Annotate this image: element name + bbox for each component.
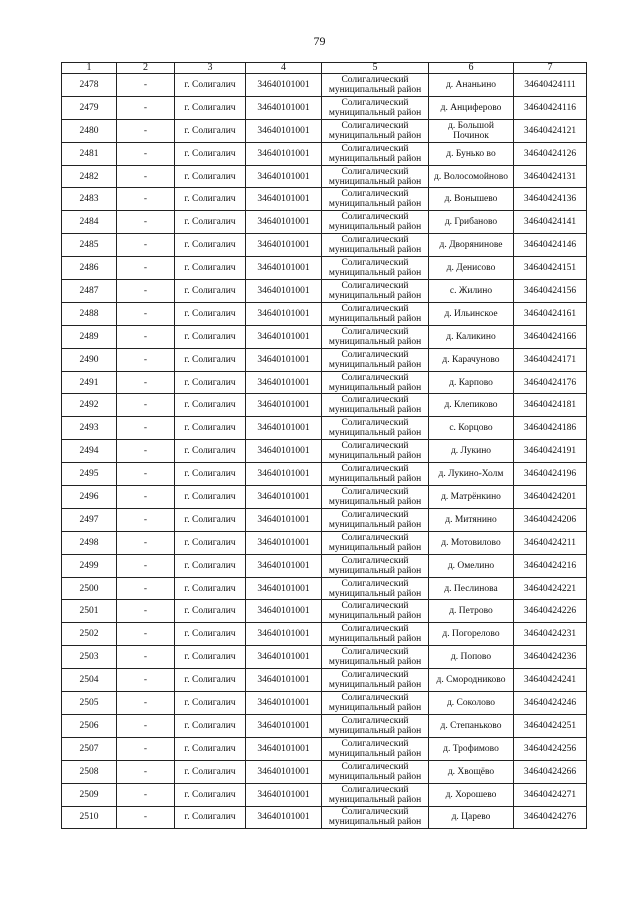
registry-table bbox=[61, 62, 587, 829]
cell-locality: д. Клепиково bbox=[429, 394, 514, 417]
cell-city: г. Солигалич bbox=[175, 531, 246, 554]
cell-col2: - bbox=[117, 96, 175, 119]
cell-locality: д. Царево bbox=[429, 806, 514, 829]
cell-number: 2493 bbox=[62, 417, 117, 440]
cell-number: 2506 bbox=[62, 714, 117, 737]
cell-city-code: 34640101001 bbox=[246, 783, 322, 806]
cell-col2: - bbox=[117, 417, 175, 440]
column-header: 7 bbox=[514, 63, 587, 74]
table-row bbox=[62, 531, 587, 554]
cell-col2: - bbox=[117, 119, 175, 142]
cell-district: Солигалический муниципальный район bbox=[322, 280, 429, 303]
cell-city: г. Солигалич bbox=[175, 577, 246, 600]
cell-col2: - bbox=[117, 646, 175, 669]
cell-col2: - bbox=[117, 806, 175, 829]
cell-col2: - bbox=[117, 257, 175, 280]
cell-number: 2480 bbox=[62, 119, 117, 142]
cell-number: 2496 bbox=[62, 486, 117, 509]
cell-locality-code: 34640424136 bbox=[514, 188, 587, 211]
cell-locality-code: 34640424226 bbox=[514, 600, 587, 623]
cell-locality: с. Корцово bbox=[429, 417, 514, 440]
cell-district: Солигалический муниципальный район bbox=[322, 554, 429, 577]
cell-district: Солигалический муниципальный район bbox=[322, 508, 429, 531]
cell-col2: - bbox=[117, 234, 175, 257]
table-row bbox=[62, 257, 587, 280]
cell-locality-code: 34640424216 bbox=[514, 554, 587, 577]
cell-district: Солигалический муниципальный район bbox=[322, 394, 429, 417]
cell-number: 2508 bbox=[62, 760, 117, 783]
cell-city-code: 34640101001 bbox=[246, 280, 322, 303]
cell-city-code: 34640101001 bbox=[246, 440, 322, 463]
cell-locality: д. Мотовилово bbox=[429, 531, 514, 554]
cell-col2: - bbox=[117, 714, 175, 737]
table-row bbox=[62, 211, 587, 234]
cell-district: Солигалический муниципальный район bbox=[322, 600, 429, 623]
cell-city: г. Солигалич bbox=[175, 394, 246, 417]
table-row bbox=[62, 165, 587, 188]
cell-locality: д. Митянино bbox=[429, 508, 514, 531]
column-header: 4 bbox=[246, 63, 322, 74]
cell-city: г. Солигалич bbox=[175, 257, 246, 280]
cell-district: Солигалический муниципальный район bbox=[322, 325, 429, 348]
cell-locality: с. Жилино bbox=[429, 280, 514, 303]
cell-locality-code: 34640424236 bbox=[514, 646, 587, 669]
cell-number: 2483 bbox=[62, 188, 117, 211]
column-header: 2 bbox=[117, 63, 175, 74]
cell-locality-code: 34640424126 bbox=[514, 142, 587, 165]
cell-city-code: 34640101001 bbox=[246, 302, 322, 325]
cell-city-code: 34640101001 bbox=[246, 508, 322, 531]
cell-city: г. Солигалич bbox=[175, 165, 246, 188]
column-header: 6 bbox=[429, 63, 514, 74]
cell-city: г. Солигалич bbox=[175, 211, 246, 234]
cell-city: г. Солигалич bbox=[175, 142, 246, 165]
cell-district: Солигалический муниципальный район bbox=[322, 119, 429, 142]
cell-city-code: 34640101001 bbox=[246, 119, 322, 142]
cell-locality-code: 34640424186 bbox=[514, 417, 587, 440]
table-row bbox=[62, 806, 587, 829]
cell-locality: д. Смородниково bbox=[429, 669, 514, 692]
cell-city-code: 34640101001 bbox=[246, 623, 322, 646]
cell-locality: д. Хвощёво bbox=[429, 760, 514, 783]
cell-city-code: 34640101001 bbox=[246, 463, 322, 486]
cell-city-code: 34640101001 bbox=[246, 96, 322, 119]
cell-city: г. Солигалич bbox=[175, 554, 246, 577]
cell-locality-code: 34640424206 bbox=[514, 508, 587, 531]
cell-number: 2503 bbox=[62, 646, 117, 669]
cell-col2: - bbox=[117, 165, 175, 188]
cell-col2: - bbox=[117, 737, 175, 760]
cell-locality: д. Трофимово bbox=[429, 737, 514, 760]
cell-col2: - bbox=[117, 302, 175, 325]
table-row bbox=[62, 600, 587, 623]
cell-district: Солигалический муниципальный район bbox=[322, 211, 429, 234]
cell-locality-code: 34640424276 bbox=[514, 806, 587, 829]
cell-city-code: 34640101001 bbox=[246, 577, 322, 600]
cell-number: 2497 bbox=[62, 508, 117, 531]
cell-district: Солигалический муниципальный район bbox=[322, 142, 429, 165]
cell-number: 2505 bbox=[62, 692, 117, 715]
cell-city: г. Солигалич bbox=[175, 714, 246, 737]
cell-city-code: 34640101001 bbox=[246, 257, 322, 280]
table-row bbox=[62, 348, 587, 371]
table-row bbox=[62, 96, 587, 119]
cell-city-code: 34640101001 bbox=[246, 646, 322, 669]
cell-locality-code: 34640424256 bbox=[514, 737, 587, 760]
cell-locality-code: 34640424211 bbox=[514, 531, 587, 554]
cell-locality-code: 34640424266 bbox=[514, 760, 587, 783]
cell-locality: д. Петрово bbox=[429, 600, 514, 623]
cell-locality-code: 34640424146 bbox=[514, 234, 587, 257]
cell-col2: - bbox=[117, 463, 175, 486]
cell-col2: - bbox=[117, 142, 175, 165]
cell-city-code: 34640101001 bbox=[246, 531, 322, 554]
cell-locality: д. Матрёнкино bbox=[429, 486, 514, 509]
cell-district: Солигалический муниципальный район bbox=[322, 760, 429, 783]
table-row bbox=[62, 463, 587, 486]
cell-col2: - bbox=[117, 325, 175, 348]
cell-locality: д. Соколово bbox=[429, 692, 514, 715]
cell-col2: - bbox=[117, 531, 175, 554]
cell-number: 2490 bbox=[62, 348, 117, 371]
cell-city-code: 34640101001 bbox=[246, 806, 322, 829]
cell-city: г. Солигалич bbox=[175, 325, 246, 348]
table-row bbox=[62, 119, 587, 142]
cell-locality: д. Каликино bbox=[429, 325, 514, 348]
cell-city-code: 34640101001 bbox=[246, 348, 322, 371]
cell-city: г. Солигалич bbox=[175, 74, 246, 97]
cell-city: г. Солигалич bbox=[175, 188, 246, 211]
cell-number: 2487 bbox=[62, 280, 117, 303]
cell-city: г. Солигалич bbox=[175, 417, 246, 440]
cell-district: Солигалический муниципальный район bbox=[322, 234, 429, 257]
cell-locality: д. Карпово bbox=[429, 371, 514, 394]
cell-number: 2479 bbox=[62, 96, 117, 119]
cell-city-code: 34640101001 bbox=[246, 417, 322, 440]
cell-district: Солигалический муниципальный район bbox=[322, 806, 429, 829]
cell-number: 2486 bbox=[62, 257, 117, 280]
cell-city: г. Солигалич bbox=[175, 692, 246, 715]
cell-number: 2494 bbox=[62, 440, 117, 463]
cell-district: Солигалический муниципальный район bbox=[322, 463, 429, 486]
cell-locality-code: 34640424191 bbox=[514, 440, 587, 463]
cell-city-code: 34640101001 bbox=[246, 714, 322, 737]
cell-district: Солигалический муниципальный район bbox=[322, 531, 429, 554]
table-row bbox=[62, 577, 587, 600]
cell-city-code: 34640101001 bbox=[246, 737, 322, 760]
table-row bbox=[62, 669, 587, 692]
table-header bbox=[62, 63, 587, 74]
cell-district: Солигалический муниципальный район bbox=[322, 669, 429, 692]
cell-city: г. Солигалич bbox=[175, 783, 246, 806]
cell-locality: д. Лукино-Холм bbox=[429, 463, 514, 486]
cell-city-code: 34640101001 bbox=[246, 74, 322, 97]
cell-locality-code: 34640424141 bbox=[514, 211, 587, 234]
cell-locality: д. Бунько во bbox=[429, 142, 514, 165]
cell-col2: - bbox=[117, 600, 175, 623]
cell-locality-code: 34640424246 bbox=[514, 692, 587, 715]
cell-locality-code: 34640424161 bbox=[514, 302, 587, 325]
cell-col2: - bbox=[117, 760, 175, 783]
cell-locality-code: 34640424131 bbox=[514, 165, 587, 188]
cell-locality-code: 34640424221 bbox=[514, 577, 587, 600]
cell-city: г. Солигалич bbox=[175, 234, 246, 257]
cell-city: г. Солигалич bbox=[175, 600, 246, 623]
cell-locality: д. Волосомойново bbox=[429, 165, 514, 188]
cell-district: Солигалический муниципальный район bbox=[322, 302, 429, 325]
cell-number: 2489 bbox=[62, 325, 117, 348]
cell-locality-code: 34640424231 bbox=[514, 623, 587, 646]
cell-city: г. Солигалич bbox=[175, 371, 246, 394]
cell-col2: - bbox=[117, 280, 175, 303]
cell-city: г. Солигалич bbox=[175, 806, 246, 829]
cell-locality: д. Попово bbox=[429, 646, 514, 669]
cell-locality-code: 34640424166 bbox=[514, 325, 587, 348]
table-row bbox=[62, 646, 587, 669]
cell-city-code: 34640101001 bbox=[246, 142, 322, 165]
cell-locality: д. Анциферово bbox=[429, 96, 514, 119]
cell-district: Солигалический муниципальный район bbox=[322, 417, 429, 440]
cell-locality: д. Карачуново bbox=[429, 348, 514, 371]
cell-city-code: 34640101001 bbox=[246, 554, 322, 577]
cell-locality: д. Большой Починок bbox=[429, 119, 514, 142]
table-row bbox=[62, 508, 587, 531]
cell-city: г. Солигалич bbox=[175, 486, 246, 509]
cell-district: Солигалический муниципальный район bbox=[322, 714, 429, 737]
cell-col2: - bbox=[117, 440, 175, 463]
cell-city-code: 34640101001 bbox=[246, 692, 322, 715]
cell-number: 2495 bbox=[62, 463, 117, 486]
page-number: 79 bbox=[313, 34, 326, 48]
cell-district: Солигалический муниципальный район bbox=[322, 165, 429, 188]
cell-district: Солигалический муниципальный район bbox=[322, 783, 429, 806]
table-row bbox=[62, 74, 587, 97]
cell-city-code: 34640101001 bbox=[246, 669, 322, 692]
cell-district: Солигалический муниципальный район bbox=[322, 188, 429, 211]
cell-city: г. Солигалич bbox=[175, 508, 246, 531]
cell-col2: - bbox=[117, 348, 175, 371]
cell-district: Солигалический муниципальный район bbox=[322, 371, 429, 394]
cell-locality-code: 34640424201 bbox=[514, 486, 587, 509]
cell-city: г. Солигалич bbox=[175, 96, 246, 119]
cell-city: г. Солигалич bbox=[175, 737, 246, 760]
cell-city-code: 34640101001 bbox=[246, 760, 322, 783]
table-row bbox=[62, 714, 587, 737]
table-body bbox=[62, 74, 587, 829]
cell-city: г. Солигалич bbox=[175, 119, 246, 142]
cell-number: 2502 bbox=[62, 623, 117, 646]
cell-number: 2507 bbox=[62, 737, 117, 760]
cell-number: 2478 bbox=[62, 74, 117, 97]
cell-col2: - bbox=[117, 554, 175, 577]
table-row bbox=[62, 737, 587, 760]
cell-number: 2509 bbox=[62, 783, 117, 806]
cell-number: 2498 bbox=[62, 531, 117, 554]
cell-district: Солигалический муниципальный район bbox=[322, 486, 429, 509]
table-row bbox=[62, 325, 587, 348]
cell-number: 2504 bbox=[62, 669, 117, 692]
cell-number: 2500 bbox=[62, 577, 117, 600]
cell-locality-code: 34640424196 bbox=[514, 463, 587, 486]
cell-col2: - bbox=[117, 669, 175, 692]
cell-district: Солигалический муниципальный район bbox=[322, 577, 429, 600]
cell-district: Солигалический муниципальный район bbox=[322, 257, 429, 280]
cell-district: Солигалический муниципальный район bbox=[322, 623, 429, 646]
cell-locality-code: 34640424176 bbox=[514, 371, 587, 394]
cell-col2: - bbox=[117, 211, 175, 234]
cell-locality-code: 34640424271 bbox=[514, 783, 587, 806]
cell-col2: - bbox=[117, 692, 175, 715]
table-row bbox=[62, 486, 587, 509]
cell-number: 2510 bbox=[62, 806, 117, 829]
table-row bbox=[62, 188, 587, 211]
cell-city-code: 34640101001 bbox=[246, 486, 322, 509]
cell-locality-code: 34640424181 bbox=[514, 394, 587, 417]
cell-locality: д. Хорошево bbox=[429, 783, 514, 806]
cell-city: г. Солигалич bbox=[175, 440, 246, 463]
cell-locality: д. Денисово bbox=[429, 257, 514, 280]
table-row bbox=[62, 142, 587, 165]
cell-city: г. Солигалич bbox=[175, 280, 246, 303]
cell-locality: д. Вонышево bbox=[429, 188, 514, 211]
cell-col2: - bbox=[117, 486, 175, 509]
cell-locality-code: 34640424151 bbox=[514, 257, 587, 280]
cell-city-code: 34640101001 bbox=[246, 211, 322, 234]
cell-city: г. Солигалич bbox=[175, 302, 246, 325]
cell-locality-code: 34640424111 bbox=[514, 74, 587, 97]
cell-city-code: 34640101001 bbox=[246, 600, 322, 623]
cell-city: г. Солигалич bbox=[175, 760, 246, 783]
cell-locality-code: 34640424171 bbox=[514, 348, 587, 371]
cell-col2: - bbox=[117, 508, 175, 531]
cell-number: 2501 bbox=[62, 600, 117, 623]
table-row bbox=[62, 302, 587, 325]
cell-locality: д. Степаньково bbox=[429, 714, 514, 737]
cell-locality-code: 34640424121 bbox=[514, 119, 587, 142]
table-row bbox=[62, 440, 587, 463]
table-row bbox=[62, 371, 587, 394]
cell-district: Солигалический муниципальный район bbox=[322, 737, 429, 760]
cell-locality: д. Ананьино bbox=[429, 74, 514, 97]
cell-number: 2481 bbox=[62, 142, 117, 165]
cell-locality: д. Ильинское bbox=[429, 302, 514, 325]
table-row bbox=[62, 623, 587, 646]
column-header: 5 bbox=[322, 63, 429, 74]
table-row bbox=[62, 280, 587, 303]
cell-col2: - bbox=[117, 394, 175, 417]
cell-district: Солигалический муниципальный район bbox=[322, 692, 429, 715]
cell-locality: д. Песлинова bbox=[429, 577, 514, 600]
cell-number: 2491 bbox=[62, 371, 117, 394]
cell-city-code: 34640101001 bbox=[246, 234, 322, 257]
cell-city-code: 34640101001 bbox=[246, 371, 322, 394]
cell-locality: д. Лукино bbox=[429, 440, 514, 463]
cell-number: 2482 bbox=[62, 165, 117, 188]
table-row bbox=[62, 417, 587, 440]
cell-locality: д. Погорелово bbox=[429, 623, 514, 646]
cell-district: Солигалический муниципальный район bbox=[322, 440, 429, 463]
cell-district: Солигалический муниципальный район bbox=[322, 74, 429, 97]
cell-number: 2492 bbox=[62, 394, 117, 417]
cell-locality-code: 34640424156 bbox=[514, 280, 587, 303]
cell-district: Солигалический муниципальный район bbox=[322, 348, 429, 371]
cell-locality-code: 34640424241 bbox=[514, 669, 587, 692]
cell-locality: д. Омелино bbox=[429, 554, 514, 577]
cell-city-code: 34640101001 bbox=[246, 188, 322, 211]
table-row bbox=[62, 234, 587, 257]
cell-locality-code: 34640424116 bbox=[514, 96, 587, 119]
cell-col2: - bbox=[117, 371, 175, 394]
cell-district: Солигалический муниципальный район bbox=[322, 96, 429, 119]
table-row bbox=[62, 760, 587, 783]
cell-locality: д. Грибаново bbox=[429, 211, 514, 234]
cell-city-code: 34640101001 bbox=[246, 394, 322, 417]
cell-city: г. Солигалич bbox=[175, 646, 246, 669]
cell-city-code: 34640101001 bbox=[246, 325, 322, 348]
cell-number: 2488 bbox=[62, 302, 117, 325]
column-header: 1 bbox=[62, 63, 117, 74]
cell-number: 2485 bbox=[62, 234, 117, 257]
column-header: 3 bbox=[175, 63, 246, 74]
cell-city: г. Солигалич bbox=[175, 348, 246, 371]
cell-col2: - bbox=[117, 188, 175, 211]
cell-col2: - bbox=[117, 783, 175, 806]
table-row bbox=[62, 692, 587, 715]
table-row bbox=[62, 783, 587, 806]
cell-locality-code: 34640424251 bbox=[514, 714, 587, 737]
table-row bbox=[62, 554, 587, 577]
cell-city: г. Солигалич bbox=[175, 669, 246, 692]
cell-col2: - bbox=[117, 74, 175, 97]
cell-col2: - bbox=[117, 623, 175, 646]
cell-col2: - bbox=[117, 577, 175, 600]
cell-number: 2484 bbox=[62, 211, 117, 234]
cell-number: 2499 bbox=[62, 554, 117, 577]
table-row bbox=[62, 394, 587, 417]
cell-city: г. Солигалич bbox=[175, 463, 246, 486]
header-row bbox=[62, 63, 587, 74]
cell-city-code: 34640101001 bbox=[246, 165, 322, 188]
cell-locality: д. Дворянинове bbox=[429, 234, 514, 257]
cell-district: Солигалический муниципальный район bbox=[322, 646, 429, 669]
cell-city: г. Солигалич bbox=[175, 623, 246, 646]
